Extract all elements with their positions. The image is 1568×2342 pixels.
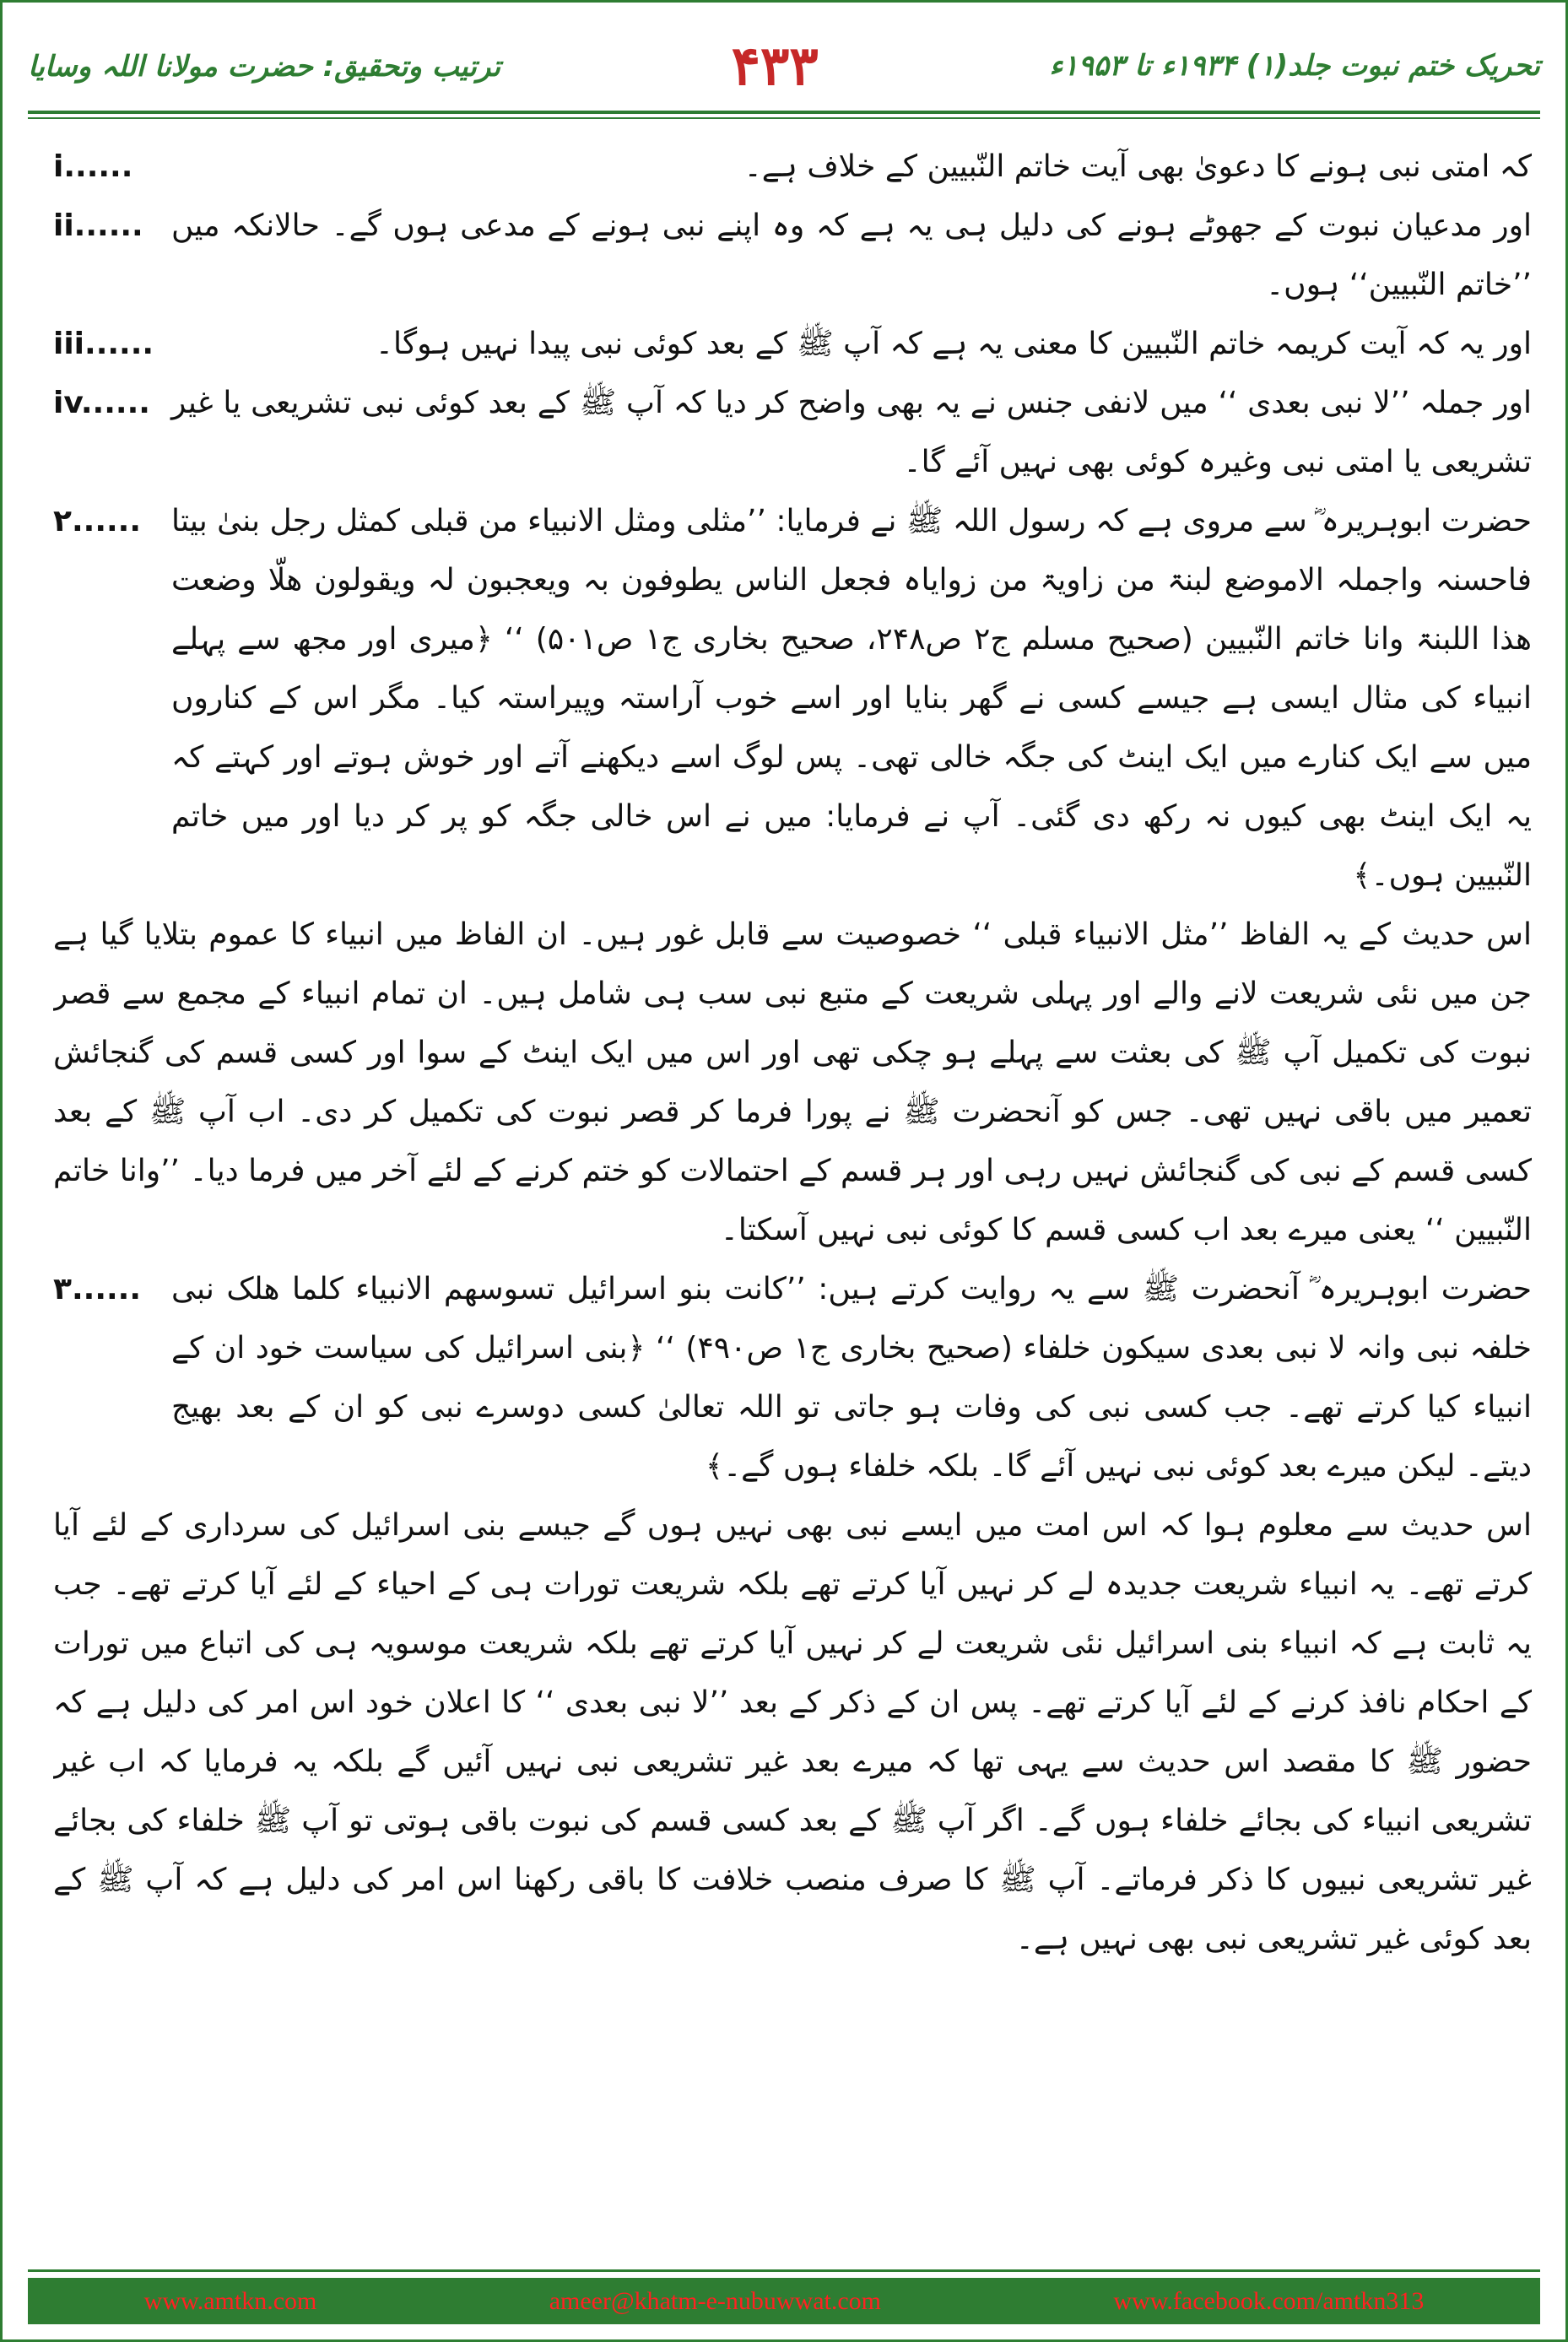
list-item [53, 315, 1532, 374]
header-divider [28, 111, 1540, 114]
commentary-paragraph: اس حدیث کے یہ الفاظ ’’مثل الانبیاء قبلی ‘‘ خصوصیت سے قابل غور ہیں۔ ان الفاظ میں انبیاء کا عموم بتلایا گیا ہے جن میں نئی شریعت لانے والے اور پہلی شریعت کے متبع نبی سب ہی شامل ہیں۔ ان تمام انبیاء کے مجمع سے قصر نبوت کی تکمیل آپ ﷺ کی بعثت سے پہلے ہو چکی تھی اور اس میں ایک اینٹ کے سوا اور کسی قسم کی گنجائش تعمیر میں باقی نہیں تھی۔ جس کو آنحضرت ﷺ نے پورا فرما کر قصر نبوت کی تکمیل کر دی۔ اب آپ ﷺ کے بعد کسی قسم کے نبی کی گنجائش نہیں رہی اور ہر قسم کے احتمالات کو ختم کرنے کے لئے آخر میں فرما دیا۔ ’’وانا خاتم النّبیین ‘‘ یعنی میرے بعد اب کسی قسم کا کوئی نبی نہیں آسکتا۔ [53, 917, 1532, 1247]
hadith-text: حضرت ابوہریرہ ؓ سے مروی ہے کہ رسول اللہ ﷺ نے فرمایا: ’’مثلی ومثل الانبیاء من قبلی کمثل رجل بنیٰ بیتا فاحسنہ واجملہ الاموضع لبنۃ من زاویۃ من زوایاہ فجعل الناس یطوفون بہ ویعجبون لہ ویقولون ھلّا وضعت ھذا اللبنۃ وانا خاتم النّبیین (صحیح مسلم ج۲ ص۲۴۸، صحیح بخاری ج۱ ص۵۰۱) ‘‘ ﴿میری اور مجھ سے پہلے انبیاء کی مثال ایسی ہے جیسے کسی نے گھر بنایا اور اسے خوب آراستہ وپیراستہ کیا۔ مگر اس کے کناروں میں سے ایک کنارے میں ایک اینٹ کی جگہ خالی تھی۔ پس لوگ اسے دیکھنے آتے اور خوش ہوتے اور کہتے کہ یہ ایک اینٹ بھی کیوں نہ رکھ دی گئی۔ آپ نے فرمایا: میں نے اس خالی جگہ کو پر کر دیا اور میں خاتم النّبیین ہوں۔﴾ [171, 504, 1532, 893]
header-compiler: ترتیب وتحقیق: حضرت مولانا اللہ وسایا [28, 49, 501, 84]
page-number: ۴۳۳ [731, 34, 819, 98]
list-item [53, 197, 1532, 315]
header-divider-thin [28, 117, 1540, 119]
hadith-block [53, 1260, 1532, 1496]
page-header [28, 19, 1540, 112]
footer-facebook-link[interactable]: www.facebook.com/amtkn313 [1113, 2286, 1425, 2315]
list-item-text: اور جملہ ’’لا نبی بعدی ‘‘ میں لانفی جنس نے یہ بھی واضح کر دیا کہ آپ ﷺ کے بعد کوئی نبی تشریعی یا غیر تشریعی یا امتی نبی وغیرہ کوئی بھی نہیں آئے گا۔ [171, 386, 1532, 479]
list-item-text: اور یہ کہ آیت کریمہ خاتم النّبیین کا معنی یہ ہے کہ آپ ﷺ کے بعد کوئی نبی پیدا نہیں ہوگا۔ [375, 327, 1532, 361]
page-footer [28, 2278, 1540, 2324]
hadith-number: ۳...... [53, 1272, 142, 1306]
list-item [53, 374, 1532, 492]
list-item-number: iv...... [53, 386, 150, 420]
footer-divider [28, 2269, 1540, 2272]
footer-website-link[interactable]: www.amtkn.com [143, 2286, 317, 2315]
hadith-text: حضرت ابوہریرہ ؓ آنحضرت ﷺ سے یہ روایت کرتے ہیں: ’’کانت بنو اسرائیل تسوسھم الانبیاء کلما ھلک نبی خلفہ نبی وانہ لا نبی بعدی سیکون خلفاء (صحیح بخاری ج۱ ص۴۹۰) ‘‘ ﴿بنی اسرائیل کی سیاست خود ان کے انبیاء کیا کرتے تھے۔ جب کسی نبی کی وفات ہو جاتی تو اللہ تعالیٰ کسی دوسرے نبی کو ان کے بعد بھیج دیتے۔ لیکن میرے بعد کوئی نبی نہیں آئے گا۔ بلکہ خلفاء ہوں گے۔﴾ [171, 1272, 1532, 1484]
list-item-number: ii...... [53, 208, 143, 243]
header-book-title: تحریک ختم نبوت جلد(۱) ۱۹۳۴ء تا ۱۹۵۳ء [1049, 49, 1540, 83]
hadith-number: ۲...... [53, 504, 142, 538]
hadith-block [53, 492, 1532, 906]
list-item [53, 138, 1532, 197]
footer-email-link[interactable]: ameer@khatm-e-nubuwwat.com [549, 2286, 882, 2315]
page-body [53, 138, 1532, 2204]
list-item-text: اور مدعیان نبوت کے جھوٹے ہونے کی دلیل ہی یہ ہے کہ وہ اپنے نبی ہونے کے مدعی ہوں گے۔ حالانکہ میں ’’خاتم النّبیین‘‘ ہوں۔ [171, 208, 1532, 302]
commentary-paragraph: اس حدیث سے معلوم ہوا کہ اس امت میں ایسے نبی بھی نہیں ہوں گے جیسے بنی اسرائیل کی سرداری کے لئے آیا کرتے تھے۔ یہ انبیاء شریعت جدیدہ لے کر نہیں آیا کرتے تھے بلکہ شریعت تورات ہی کے احیاء کے لئے آیا کرتے تھے۔ جب یہ ثابت ہے کہ انبیاء بنی اسرائیل نئی شریعت لے کر نہیں آیا کرتے تھے بلکہ شریعت موسویہ ہی کی اتباع میں تورات کے احکام نافذ کرنے کے لئے آیا کرتے تھے۔ پس ان کے ذکر کے بعد ’’لا نبی بعدی ‘‘ کا اعلان خود اس امر کی دلیل ہے کہ حضور ﷺ کا مقصد اس حدیث سے یہی تھا کہ میرے بعد غیر تشریعی نبی نہیں آئیں گے بلکہ یہ فرمایا کہ اب غیر تشریعی انبیاء کی بجائے خلفاء ہوں گے۔ اگر آپ ﷺ کے بعد کسی قسم کی نبوت باقی ہوتی تو آپ ﷺ خلفاء کی بجائے غیر تشریعی نبیوں کا ذکر فرماتے۔ آپ ﷺ کا صرف منصب خلافت کا باقی رکھنا اس امر کی دلیل ہے کہ آپ ﷺ کے بعد کوئی غیر تشریعی نبی بھی نہیں ہے۔ [53, 1508, 1532, 1956]
list-item-number: i...... [53, 149, 133, 184]
list-item-number: iii...... [53, 327, 154, 361]
list-item-text: کہ امتی نبی ہونے کا دعویٰ بھی آیت خاتم النّبیین کے خلاف ہے۔ [743, 149, 1532, 184]
